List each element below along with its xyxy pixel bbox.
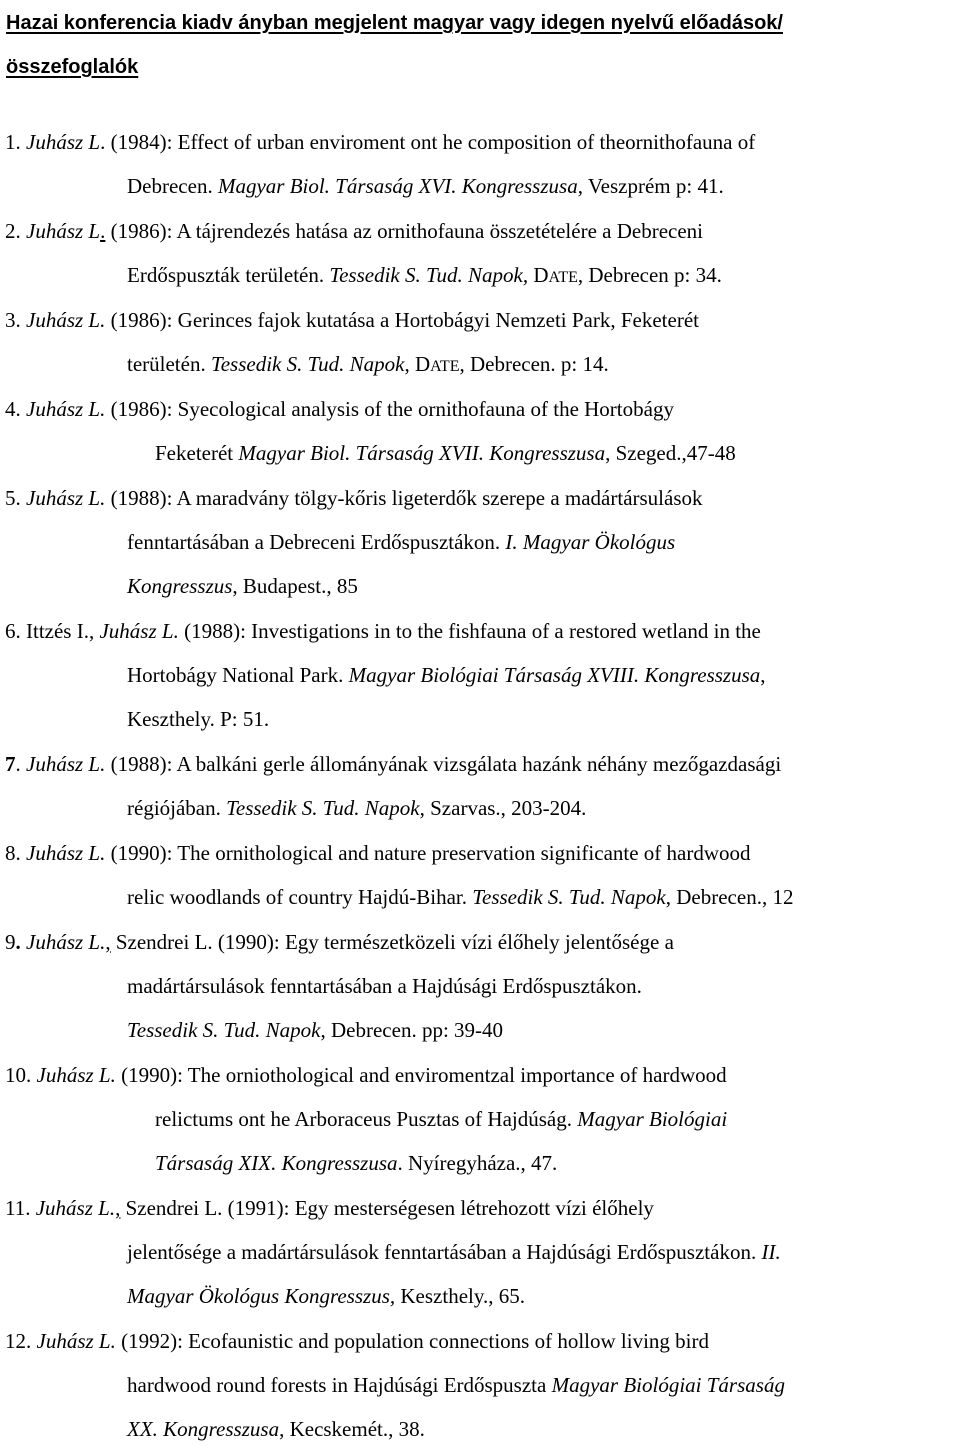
entry-line [5, 619, 761, 643]
italic-run: Magyar Biol. Társaság XVII. Kongresszusa [238, 441, 606, 465]
italic-run: Társaság XIX. Kongresszusa [155, 1151, 398, 1175]
entry-line [5, 1063, 727, 1087]
text-run: . [100, 219, 106, 243]
entry-line [127, 263, 722, 290]
text-run: (1988): Investigations in to the fishfauna of a restored wetland in the [178, 619, 761, 643]
italic-run: Juhász L [26, 130, 101, 154]
entry-line [127, 663, 766, 687]
italic-run: Juhász L. [99, 619, 179, 643]
italic-run: Juhász L. [36, 1329, 116, 1353]
text-run: 10. [5, 1063, 37, 1087]
entry-line [5, 841, 751, 865]
italic-run: Juhász L. [26, 841, 106, 865]
text-run: , D [404, 352, 431, 376]
italic-run: Tessedik S. Tud. Napok [226, 796, 420, 820]
italic-run: Magyar Biológiai Társaság [551, 1373, 785, 1397]
entry-line [127, 1018, 503, 1042]
italic-run: I. Magyar Ökológus [505, 530, 676, 554]
entry-line [127, 1240, 781, 1264]
text-run: 5. [5, 486, 26, 510]
italic-run: Magyar Ökológus Kongresszus, [127, 1284, 396, 1308]
text-run: D [528, 263, 549, 287]
text-run: (1988): A balkáni gerle állományának vizsgálata hazánk néhány mezőgazdasági [105, 752, 782, 776]
text-run: 2. [5, 219, 26, 243]
entry-line [127, 574, 358, 598]
text-run: területén. [127, 352, 211, 376]
text-run: Szendrei L. (1991): Egy mesterségesen létrehozott vízi élőhely [120, 1196, 654, 1220]
italic-run: Juhász L. [35, 1196, 116, 1220]
text-run: . Nyíregyháza., 47. [397, 1151, 558, 1175]
italic-run: Magyar Biológiai [577, 1107, 728, 1131]
text-run: 7 [5, 752, 16, 776]
entry-line [155, 1107, 727, 1131]
italic-run: Juhász L. [26, 308, 106, 332]
section-heading [6, 1, 946, 89]
text-run: . (1984): Effect of urban enviroment ont he composition of theornithofauna of [100, 130, 756, 154]
text-run: Debrecen. [127, 174, 218, 198]
text-run: , Debrecen. p: 14. [459, 352, 609, 376]
text-run: relic woodlands of country Hajdú-Bihar. [127, 885, 473, 909]
text-run: (1986): Gerinces fajok kutatása a Hortobágyi Nemzeti Park, Feketerét [105, 308, 699, 332]
section-heading-line: összefoglalók [6, 56, 139, 78]
text-run: Keszthely. P: 51. [127, 707, 270, 731]
italic-run: Juhász L. [26, 486, 106, 510]
section-heading-line: Hazai konferencia kiadv ányban megjelent magyar vagy idegen nyelvű előadások/ [6, 12, 783, 34]
text-run: . [15, 752, 26, 776]
text-run: 8. [5, 841, 26, 865]
italic-run: XX. Kongresszusa [127, 1417, 280, 1441]
text-run: . [15, 930, 26, 954]
entry-line [5, 397, 674, 421]
text-run: (1992): Ecofaunistic and population connections of hollow living bird [115, 1329, 709, 1353]
entry-line [127, 174, 724, 198]
text-run: Hortobágy National Park. [127, 663, 349, 687]
entry-line [127, 1373, 785, 1397]
entry-line [5, 486, 703, 510]
entry-line [127, 1417, 425, 1441]
text-run: (1990): The ornithological and nature preservation significante of hardwood [105, 841, 751, 865]
text-run: régiójában. [127, 796, 227, 820]
text-run: 3. [5, 308, 26, 332]
entry-line [155, 1151, 557, 1175]
text-run: (1988): A maradvány tölgy-kőris ligeterdők szerepe a madártársulások [105, 486, 703, 510]
entry-line [5, 219, 703, 243]
text-run: ATE [548, 269, 578, 286]
italic-run: Juhász L [26, 219, 101, 243]
entry-line [127, 530, 675, 554]
text-run: , [105, 930, 111, 954]
entry-line [5, 130, 755, 154]
entry-line [127, 974, 642, 998]
text-run: , Kecskemét., 38. [279, 1417, 425, 1441]
italic-run: Juhász L. [26, 397, 106, 421]
text-run: hardwood round forests in Hajdúsági Erdőspuszta [127, 1373, 552, 1397]
text-run: Feketerét [155, 441, 239, 465]
text-run: 4. [5, 397, 26, 421]
italic-run: Juhász L. [26, 752, 106, 776]
entry-line [127, 1284, 525, 1308]
text-run: , Debrecen p: 34. [577, 263, 722, 287]
text-run: 6. Ittzés I., [5, 619, 100, 643]
italic-run: Tessedik S. Tud. Napok [210, 352, 405, 376]
entry-line [127, 796, 586, 820]
entry-line [5, 752, 781, 776]
italic-run: Tessedik S. Tud. Napok, [329, 263, 529, 287]
text-run: , Debrecen. pp: 39-40 [320, 1018, 504, 1042]
text-run: 9 [5, 930, 16, 954]
text-run: Keszthely., 65. [395, 1284, 525, 1308]
entry-line [5, 1196, 654, 1220]
text-run: 1. [5, 130, 26, 154]
text-run: fenntartásában a Debreceni Erdőspusztákon. [127, 530, 506, 554]
entry-line [127, 352, 609, 379]
text-run: 12. [5, 1329, 37, 1353]
entry-line [5, 308, 699, 332]
italic-run: Juhász L. [36, 1063, 116, 1087]
italic-run: Magyar Biológiai Társaság XVIII. Kongresszusa [348, 663, 761, 687]
text-run: Szendrei L. (1990): Egy természetközeli vízi élőhely jelentősége a [110, 930, 674, 954]
text-run: (1986): Syecological analysis of the ornithofauna of the Hortobágy [105, 397, 674, 421]
italic-run: Juhász L. [26, 930, 106, 954]
text-run: , Budapest., 85 [232, 574, 358, 598]
entry-line [5, 1329, 709, 1353]
italic-run: Magyar Biol. Társaság XVI. Kongresszusa [217, 174, 578, 198]
text-run: , Veszprém p: 41. [577, 174, 724, 198]
italic-run: Tessedik S. Tud. Napok [472, 885, 666, 909]
text-run: 11. [5, 1196, 36, 1220]
text-run: , Debrecen., 12 [665, 885, 794, 909]
italic-run: Kongresszus [127, 574, 233, 598]
text-run: relictums ont he Arboraceus Pusztas of Hajdúság. [155, 1107, 578, 1131]
text-run: (1986): A tájrendezés hatása az ornithofauna összetételére a Debreceni [105, 219, 703, 243]
entry-line [127, 885, 793, 909]
text-run: , Szarvas., 203-204. [419, 796, 587, 820]
italic-run: II. [761, 1240, 781, 1264]
text-run: madártársulások fenntartásában a Hajdúsági Erdőspusztákon. [127, 974, 642, 998]
entry-line [155, 441, 736, 465]
text-run: (1990): The orniothological and enviromentzal importance of hardwood [115, 1063, 727, 1087]
text-run: Erdőspuszták területén. [127, 263, 330, 287]
entry-line [127, 707, 269, 731]
italic-run: Tessedik S. Tud. Napok [127, 1018, 321, 1042]
text-run: ATE [430, 358, 460, 375]
text-run: , [115, 1196, 121, 1220]
text-run: jelentősége a madártársulások fenntartásában a Hajdúsági Erdőspusztákon. [127, 1240, 762, 1264]
text-run: , [760, 663, 766, 687]
entry-line [5, 930, 674, 954]
text-run: , Szeged.,47-48 [605, 441, 736, 465]
